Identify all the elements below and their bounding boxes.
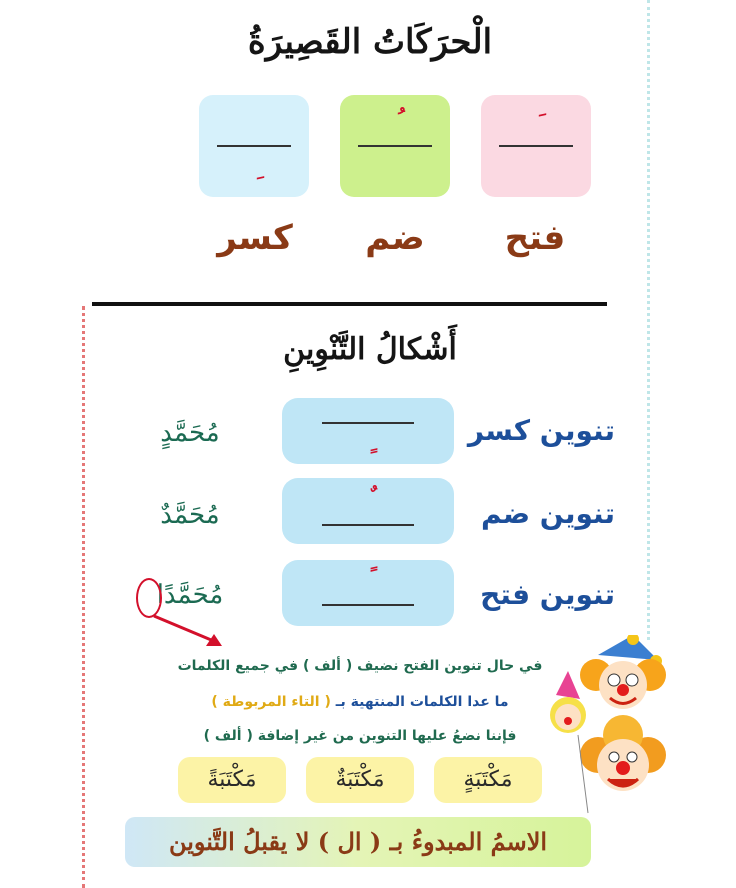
section-divider [92,302,607,306]
writing-line [217,145,291,147]
tanween-damm-label: تنوين ضم [481,497,615,530]
tanween-fath-mark [282,564,454,592]
short-vowels-title: الْحرَكَاتُ القَصِيرَةُ [247,22,493,62]
fatha-mark [481,109,591,139]
arrow-icon [150,610,230,652]
tanween-damm-box [282,478,454,544]
dotted-border-right [647,0,650,640]
tanween-kasr-box [282,398,454,464]
note-line-2 [160,694,560,710]
dotted-border-left [82,306,85,888]
writing-line [358,145,432,147]
word-box-damm: مَكْتَبَةٌ [306,757,414,803]
tanween-fath-label: تنوين فتح [480,578,615,611]
word-box-kasr: مَكْتَبَةٍ [434,757,542,803]
writing-line [322,524,414,526]
kasra-mark [199,153,309,183]
tanween-damm-mark [282,484,454,512]
rule-banner: الاسمُ المبدوءُ بـ ( ال ) لا يقبلُ التَّنوين [125,817,591,867]
writing-line [322,422,414,424]
damma-mark [340,107,450,137]
note-line-1-text: في حال تنوين الفتح نضيف ( ألف ) في جميع الكلمات [177,658,543,674]
note-line-1 [160,658,560,674]
word-box-fath: مَكْتَبَةً [178,757,286,803]
note-line-3 [160,728,560,744]
tanween-fath-box [282,560,454,626]
tanween-damm-example: مُحَمَّدٌ [160,500,220,530]
damma-label: ضم [365,218,425,258]
note-line-2-highlight: ( التاء المربوطة ) [211,694,331,710]
tanween-fath-example: مُحَمَّدًا [156,580,224,610]
note-line-3-text: فإننا نضعُ عليها التنوين من غير إضافة ( ألف ) [203,728,517,744]
tanween-kasr-mark [282,426,454,454]
kasra-label: كسر [217,218,293,258]
damma-box [340,95,450,197]
note-line-2-text: ما عدا الكلمات المنتهية بـ [335,694,509,710]
tanween-kasr-example: مُحَمَّدٍ [160,418,220,448]
kasra-box [199,95,309,197]
fatha-box [481,95,591,197]
writing-line [499,145,573,147]
writing-line [322,604,414,606]
clowns-illustration [538,635,688,815]
tanween-kasr-label: تنوين كسر [467,414,615,447]
fatha-label: فتح [504,218,566,258]
tanween-title: أَشْكالُ التَّنْوِينِ [283,332,457,367]
